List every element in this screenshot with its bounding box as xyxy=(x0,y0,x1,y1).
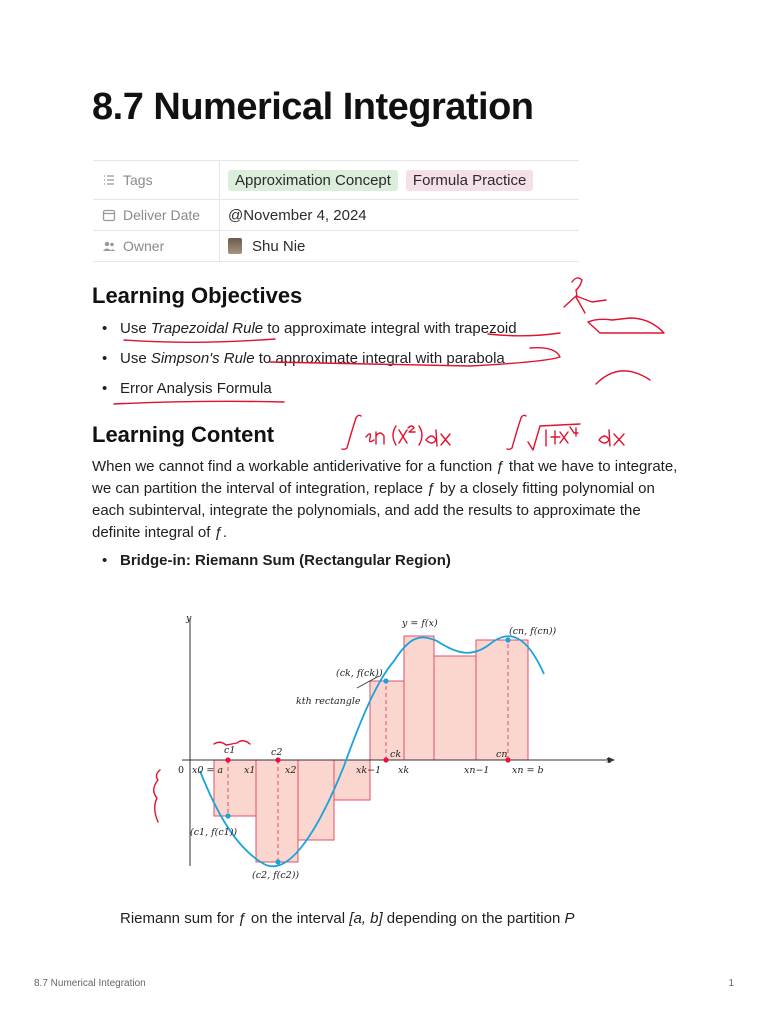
x0-label: x0 = a xyxy=(192,765,224,776)
objective-emphasis: Trapezoidal Rule xyxy=(150,320,264,337)
content-paragraph: When we cannot find a workable antiderivative for a function ƒ that we have to integrate, we can partition the interval of integration, replace ƒ by a closely fitting polynomial on each subinterval, integrate the polynomials, and add the results to approximate the definite integral of ƒ. xyxy=(92,458,678,541)
property-key-owner xyxy=(93,231,220,261)
property-owner xyxy=(93,231,579,262)
people-icon xyxy=(102,239,116,253)
x-label: x xyxy=(606,755,612,766)
deliver-date-label: Deliver Date xyxy=(123,207,201,223)
property-value-tags[interactable] xyxy=(220,161,579,199)
objectives-list xyxy=(92,318,517,408)
origin-label: 0 xyxy=(178,765,185,776)
c2-label: c2 xyxy=(271,747,283,758)
caption-text: Riemann sum for ƒ on the interval xyxy=(120,910,350,927)
objective-text: Use xyxy=(120,350,151,367)
c2-point-label: (c2, f(c2)) xyxy=(252,870,300,881)
content-heading: Learning Content xyxy=(92,422,275,447)
integral-sign-2 xyxy=(507,415,526,449)
xn-minus-1-label: xn−1 xyxy=(464,765,490,776)
y-label: y xyxy=(186,613,192,624)
objectives-heading: Learning Objectives xyxy=(92,283,303,308)
list-icon xyxy=(102,173,116,187)
sample-point xyxy=(225,813,230,818)
list-item xyxy=(92,348,517,378)
sample-point xyxy=(505,637,510,642)
list-item xyxy=(92,318,517,348)
x2-label: x2 xyxy=(285,765,297,776)
c1-point-label: (c1, f(c1)) xyxy=(190,827,238,838)
tag-formula-practice[interactable]: Formula Practice xyxy=(406,170,533,191)
riemann-rectangle xyxy=(404,636,434,760)
kth-rectangle-label: kth rectangle xyxy=(296,696,361,707)
page-title: 8.7 Numerical Integration xyxy=(92,86,534,128)
caption-text: depending on the partition xyxy=(382,910,565,927)
integral-sign-1 xyxy=(342,415,361,449)
owner-name[interactable]: Shu Nie xyxy=(252,237,306,255)
c1-label: c1 xyxy=(224,745,236,756)
objective-text: to approximate integral with trapezoid xyxy=(263,320,517,337)
riemann-rectangle xyxy=(434,656,476,760)
list-item xyxy=(92,378,517,408)
sqrt-1-plus-x4-dx xyxy=(528,424,624,450)
calendar-icon xyxy=(102,208,116,222)
brace-drawing xyxy=(154,770,160,822)
curve-label: y = f(x) xyxy=(402,618,438,629)
properties-table xyxy=(93,160,579,262)
xk-minus-1-label: xk−1 xyxy=(356,765,382,776)
sample-point xyxy=(275,859,280,864)
sample-point xyxy=(383,678,388,683)
footer-title: 8.7 Numerical Integration xyxy=(34,978,146,989)
property-value-date[interactable] xyxy=(220,200,579,230)
riemann-rectangle xyxy=(476,640,528,760)
objective-emphasis: Simpson's Rule xyxy=(150,350,255,367)
ck-point-label: (ck, f(ck)) xyxy=(336,668,383,679)
caption-interval: [a, b] xyxy=(349,910,383,927)
cn-label: cn xyxy=(496,749,508,760)
bridge-in-item xyxy=(92,552,451,569)
tag-approximation-concept[interactable]: Approximation Concept xyxy=(228,170,398,191)
page-number: 1 xyxy=(728,978,734,989)
arc-drawing xyxy=(596,371,650,384)
property-value-owner[interactable] xyxy=(220,231,579,261)
objective-text: Error Analysis Formula xyxy=(120,380,272,397)
property-deliver-date xyxy=(93,200,579,231)
riemann-sum-figure xyxy=(172,596,622,886)
xn-label: xn = b xyxy=(512,765,544,776)
sample-point xyxy=(383,757,388,762)
owner-label: Owner xyxy=(123,238,165,254)
x1-label: x1 xyxy=(244,765,256,776)
stick-figure-drawing xyxy=(564,278,606,313)
property-tags xyxy=(93,161,579,200)
ck-label: ck xyxy=(390,749,402,760)
trapezoid-drawing xyxy=(588,318,664,333)
tags-label: Tags xyxy=(123,172,153,188)
sample-point xyxy=(225,757,230,762)
objective-text: Use xyxy=(120,320,151,337)
xk-label: xk xyxy=(398,765,410,776)
sample-point xyxy=(275,757,280,762)
cn-point-label: (cn, f(cn)) xyxy=(509,626,557,637)
avatar xyxy=(228,238,242,254)
sin-x-squared-dx xyxy=(366,426,450,446)
objective-text: to approximate integral with parabola xyxy=(254,350,505,367)
bridge-in-text: Bridge-in: Riemann Sum (Rectangular Region) xyxy=(120,552,451,569)
deliver-date-value[interactable]: @November 4, 2024 xyxy=(228,206,367,224)
property-key-date xyxy=(93,200,220,230)
figure-caption xyxy=(120,910,574,927)
property-key-tags xyxy=(93,161,220,199)
caption-partition: P xyxy=(564,910,575,927)
